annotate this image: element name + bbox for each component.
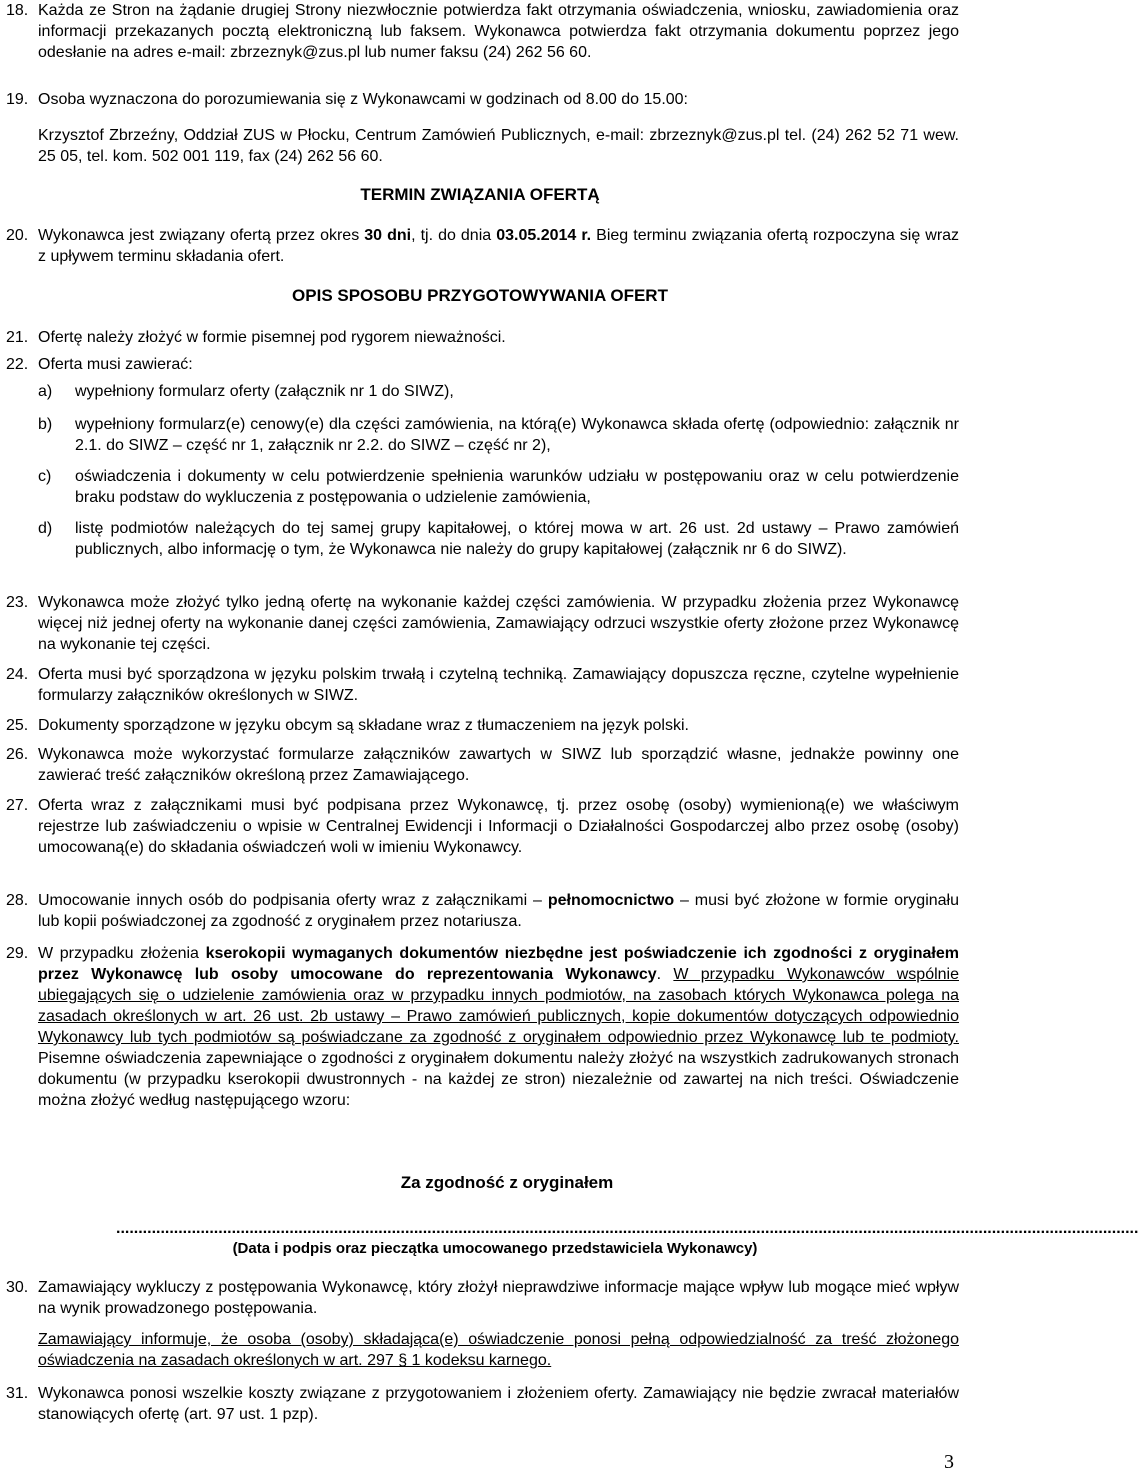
paragraph-text: Wykonawca jest związany ofertą przez okres 30 dni, tj. do dnia 03.05.2014 r. Bieg terminu związania ofertą rozpoczyna się wraz z upływem terminu składania ofert.	[38, 227, 960, 265]
paragraph-number: 19.	[6, 91, 29, 108]
paragraph-text: Oferta musi być sporządzona w języku polskim trwałą i czytelną techniką. Zamawiający dopuszcza ręczne, czytelne wypełnienie formularzy załączników określonych w SIWZ.	[38, 666, 959, 704]
paragraph-number: 21.	[6, 329, 29, 346]
list-item-b	[38, 414, 959, 456]
paragraph-text: Wykonawca ponosi wszelkie koszty związane z przygotowaniem i złożeniem oferty. Zamawiający nie będzie zwracał materiałów stanowiących ofertę (art. 97 ust. 1 pzp).	[38, 1385, 959, 1423]
paragraph-text: Zamawiający informuje, że osoba (osoby) składająca(e) oświadczenie ponosi pełną odpowiedzialność za treść złożonego oświadczenia na zasadach określonych w art. 297 § 1 kodeksu karnego.	[38, 1331, 959, 1369]
list-text: wypełniony formularz(e) cenowy(e) dla części zamówienia, na którą(e) Wykonawca składa ofertę (odpowiednio: załącznik nr 2.1. do SIWZ – część nr 1, załącznik nr 2.2. do SIWZ – część nr 2),	[75, 416, 959, 454]
paragraph-number: 26.	[6, 746, 29, 763]
paragraph-number: 20.	[6, 227, 29, 244]
paragraph-number: 30.	[6, 1279, 29, 1296]
list-item-a	[38, 381, 959, 402]
list-label: a)	[38, 383, 53, 400]
paragraph-25	[6, 715, 959, 736]
paragraph-text: W przypadku złożenia kserokopii wymaganych dokumentów niezbędne jest poświadczenie ich zgodności z oryginałem przez Wykonawcę lub osoby umocowane do reprezentowania Wykonawcy. W przypadku Wykonawców wspólnie ubiegających się o udzielenie zamówienia oraz w przypadku innych podmiotów, na zasobach których Wykonawca polega na zasadach określonych w art. 26 ust. 2b ustawy – Prawo zamówień publicznych, kopie dokumentów dotyczących odpowiednio Wykonawcy lub tych podmiotów są poświadczane za zgodność z oryginałem odpowiednio przez Wykonawcę lub te podmioty. Pisemne oświadczenia zapewniające o zgodności z oryginałem dokumentu należy złożyć na wszystkich zadrukowanych stronach dokumentu (w przypadku kserokopii dwustronnych - na każdej ze stron) niezależnie od zawartej na nich treści. Oświadczenie można złożyć według następującego wzoru:	[38, 945, 959, 1109]
paragraph-text: Osoba wyznaczona do porozumiewania się z Wykonawcami w godzinach od 8.00 do 15.00:	[38, 91, 688, 108]
paragraph-text: Dokumenty sporządzone w języku obcym są składane wraz z tłumaczeniem na język polski.	[38, 717, 689, 734]
paragraph-text: Oferta wraz z załącznikami musi być podpisana przez Wykonawcę, tj. przez osobę (osoby) wymienioną(e) we właściwym rejestrze lub zaświadczeniu o wpisie w Centralnej Ewidencji i Informacji o Działalności Gospodarczej albo przez osobę (osoby) umocowaną(e) do składania oświadczeń woli w imieniu Wykonawcy.	[38, 797, 959, 856]
paragraph-text: Oferta musi zawierać:	[38, 356, 193, 373]
paragraph-number: 24.	[6, 666, 29, 683]
paragraph-number: 29.	[6, 945, 29, 962]
paragraph-text: Krzysztof Zbrzeźny, Oddział ZUS w Płocku, Centrum Zamówień Publicznych, e-mail: zbrzeznyk@zus.pl tel. (24) 262 52 71 wew. 25 05, tel. kom. 502 001 119, fax (24) 262 56 60.	[38, 127, 959, 165]
list-label: b)	[38, 416, 53, 433]
section-heading-termin: TERMIN ZWIĄZANIA OFERTĄ	[360, 185, 600, 204]
paragraph-number: 28.	[6, 892, 29, 909]
paragraph-number: 22.	[6, 356, 29, 373]
signature-dotted-line: ......................................................................................................................................................................................................................................	[116, 1220, 1138, 1237]
paragraph-number: 23.	[6, 594, 29, 611]
paragraph-19-contact	[6, 125, 959, 167]
paragraph-text: Wykonawca może złożyć tylko jedną ofertę na wykonanie każdej części zamówienia. W przypadku złożenia przez Wykonawcę więcej niż jednej oferty na wykonanie danej części zamówienia, Zamawiający odrzuci wszystkie oferty złożone przez Wykonawcę na wykonanie tej części.	[38, 594, 959, 653]
paragraph-text: Wykonawca może wykorzystać formularze załączników zawartych w SIWZ lub sporządzić własne, jednakże powinny one zawierać treść załączników określoną przez Zamawiającego.	[38, 746, 959, 784]
paragraph-number: 27.	[6, 797, 29, 814]
section-heading-opis: OPIS SPOSOBU PRZYGOTOWYWANIA OFERT	[292, 286, 668, 305]
paragraph-27	[6, 795, 959, 858]
list-text: oświadczenia i dokumenty w celu potwierdzenie spełnienia warunków udziału w postępowaniu oraz w celu potwierdzenie braku podstaw do wykluczenia z postępowania o udzielenie zamówienia,	[75, 468, 959, 506]
paragraph-text: Umocowanie innych osób do podpisania oferty wraz z załącznikami – pełnomocnictwo – musi być złożone w formie oryginału lub kopii poświadczonej za zgodność z oryginałem przez notariusza.	[38, 892, 960, 930]
paragraph-31	[6, 1383, 959, 1425]
paragraph-number: 25.	[6, 717, 29, 734]
paragraph-26	[6, 744, 959, 786]
paragraph-text: Zamawiający wykluczy z postępowania Wykonawcę, który złożył nieprawdziwe informacje mające wpływ lub mogące mieć wpływ na wynik prowadzonego postępowania.	[38, 1279, 959, 1317]
paragraph-19	[6, 89, 959, 110]
list-text: wypełniony formularz oferty (załącznik nr 1 do SIWZ),	[75, 383, 454, 400]
list-label: d)	[38, 520, 53, 537]
paragraph-number: 18.	[6, 2, 29, 19]
list-label: c)	[38, 468, 52, 485]
paragraph-text: Każda ze Stron na żądanie drugiej Strony niezwłocznie potwierdza fakt otrzymania oświadczenia, wniosku, zawiadomienia oraz informacji przekazanych pocztą elektroniczną lub faksem. Wykonawca potwierdza fakt otrzymania dokumentu poprzez jego odesłanie na adres e-mail: zbrzeznyk@zus.pl lub numer faksu (24) 262 56 60.	[38, 2, 959, 61]
list-text: listę podmiotów należących do tej samej grupy kapitałowej, o której mowa w art. 26 ust. 2d ustawy – Prawo zamówień publicznych, albo informację o tym, że Wykonawca nie należy do grupy kapitałowej (załącznik nr 6 do SIWZ).	[75, 520, 959, 558]
paragraph-20	[6, 225, 959, 267]
list-item-c	[38, 466, 959, 508]
paragraph-30-notice	[6, 1329, 959, 1371]
signature-caption: (Data i podpis oraz pieczątka umocowanego przedstawiciela Wykonawcy)	[232, 1240, 758, 1257]
paragraph-24	[6, 664, 959, 706]
page-number: 3	[944, 1451, 954, 1473]
paragraph-text: Ofertę należy złożyć w formie pisemnej pod rygorem nieważności.	[38, 329, 506, 346]
paragraph-18	[6, 0, 959, 63]
paragraph-28	[6, 890, 959, 932]
paragraph-21	[6, 327, 959, 348]
paragraph-29	[6, 943, 959, 1111]
paragraph-22	[6, 354, 959, 375]
paragraph-23	[6, 592, 959, 655]
certification-formula-title: Za zgodność z oryginałem	[400, 1173, 614, 1192]
paragraph-number: 31.	[6, 1385, 29, 1402]
list-item-d	[38, 518, 959, 560]
paragraph-30	[6, 1277, 959, 1319]
